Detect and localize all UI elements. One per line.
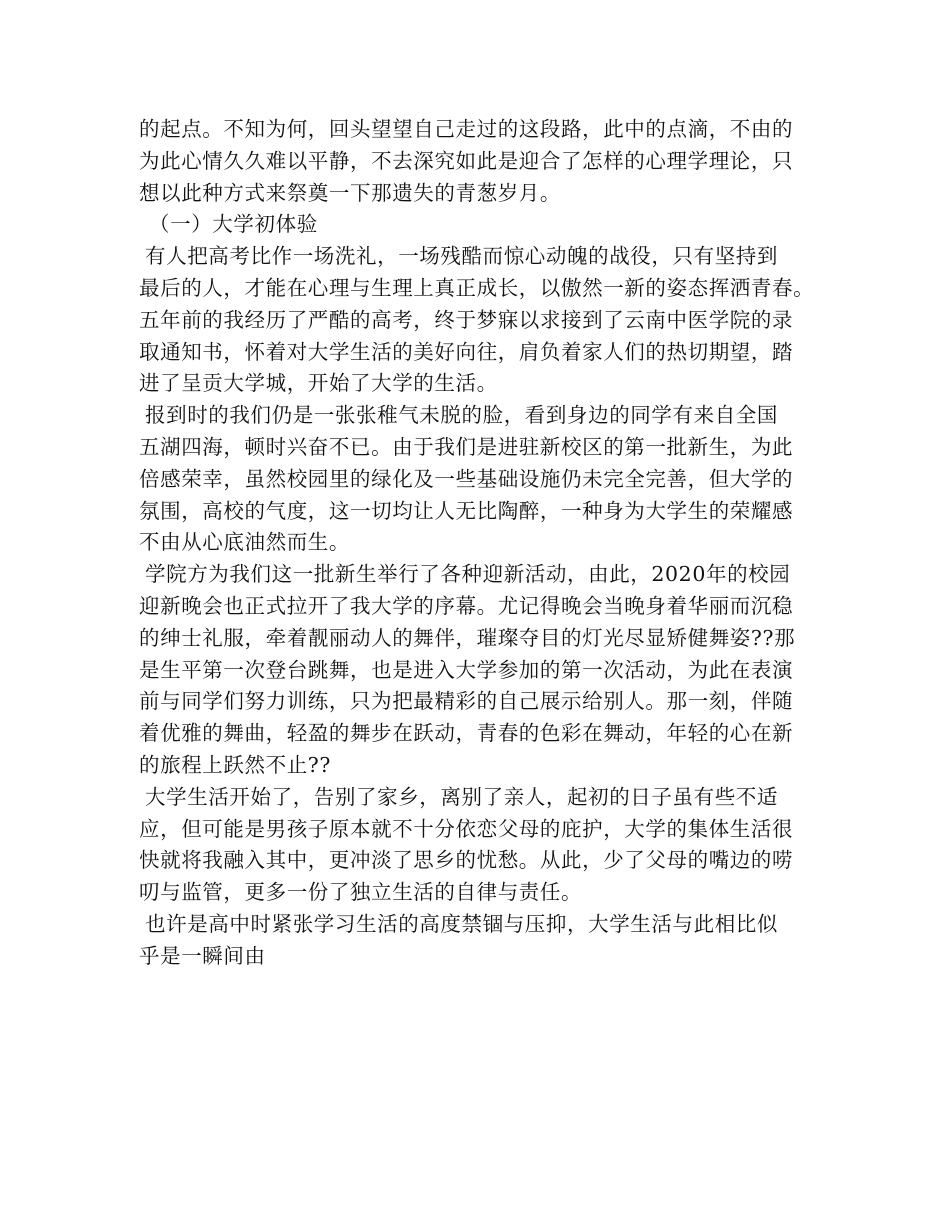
text-line: 想以此种方式来祭奠一下那遗失的青葱岁月。 xyxy=(139,180,561,205)
text-line: 是生平第一次登台跳舞，也是进入大学参加的第一次活动，为此在表演 xyxy=(139,657,794,682)
text-line: 不由从心底油然而生。 xyxy=(139,530,350,555)
text-line: 五湖四海，顿时兴奋不已。由于我们是进驻新校区的第一批新生，为此 xyxy=(139,434,794,459)
text-line: 着优雅的舞曲，轻盈的舞步在跃动，青春的色彩在舞动，年轻的心在新 xyxy=(139,721,794,746)
text-line: 乎是一瞬间由 xyxy=(139,943,266,968)
text-line: 的旅程上跃然不止?? xyxy=(139,752,331,777)
section-heading: （一）大学初体验 xyxy=(149,212,318,237)
text-line: 大学生活开始了，告别了家乡，离别了亲人，起初的日子虽有些不适 xyxy=(145,784,778,809)
text-line: 也许是高中时紧张学习生活的高度禁锢与压抑，大学生活与此相比似 xyxy=(145,911,778,936)
text-line: 学院方为我们这一批新生举行了各种迎新活动，由此，2020年的校园 xyxy=(145,562,791,587)
body-text xyxy=(139,114,819,973)
text-line: 报到时的我们仍是一张张稚气未脱的脸，看到身边的同学有来自全国 xyxy=(145,403,778,428)
text-line: 取通知书，怀着对大学生活的美好向往，肩负着家人们的热切期望，踏 xyxy=(139,339,794,364)
text-line: 有人把高考比作一场洗礼，一场残酷而惊心动魄的战役，只有坚持到 xyxy=(145,244,778,269)
text-line: 倍感荣幸，虽然校园里的绿化及一些基础设施仍未完全完善，但大学的 xyxy=(139,466,794,491)
text-line: 的绅士礼服，牵着靓丽动人的舞伴，璀璨夺目的灯光尽显矫健舞姿??那 xyxy=(139,625,796,650)
text-line: 最后的人，才能在心理与生理上真正成长，以傲然一新的姿态挥洒青春。 xyxy=(139,275,815,300)
text-line: 氛围，高校的气度，这一切均让人无比陶醉，一种身为大学生的荣耀感 xyxy=(139,498,794,523)
text-line: 五年前的我经历了严酷的高考，终于梦寐以求接到了云南中医学院的录 xyxy=(139,307,794,332)
text-line: 应，但可能是男孩子原本就不十分依恋父母的庇护，大学的集体生活很 xyxy=(139,816,794,841)
text-line: 叨与监管，更多一份了独立生活的自律与责任。 xyxy=(139,880,583,905)
text-line: 为此心情久久难以平静，不去深究如此是迎合了怎样的心理学理论，只 xyxy=(139,148,794,173)
text-line: 进了呈贡大学城，开始了大学的生活。 xyxy=(139,371,498,396)
text-line: 前与同学们努力训练，只为把最精彩的自己展示给别人。那一刻，伴随 xyxy=(139,689,794,714)
text-line: 迎新晚会也正式拉开了我大学的序幕。尤记得晚会当晚身着华丽而沉稳 xyxy=(139,593,794,618)
text-line: 的起点。不知为何，回头望望自己走过的这段路，此中的点滴，不由的 xyxy=(139,117,794,141)
text-line: 快就将我融入其中，更冲淡了思乡的忧愁。从此，少了父母的嘴边的唠 xyxy=(139,848,794,873)
